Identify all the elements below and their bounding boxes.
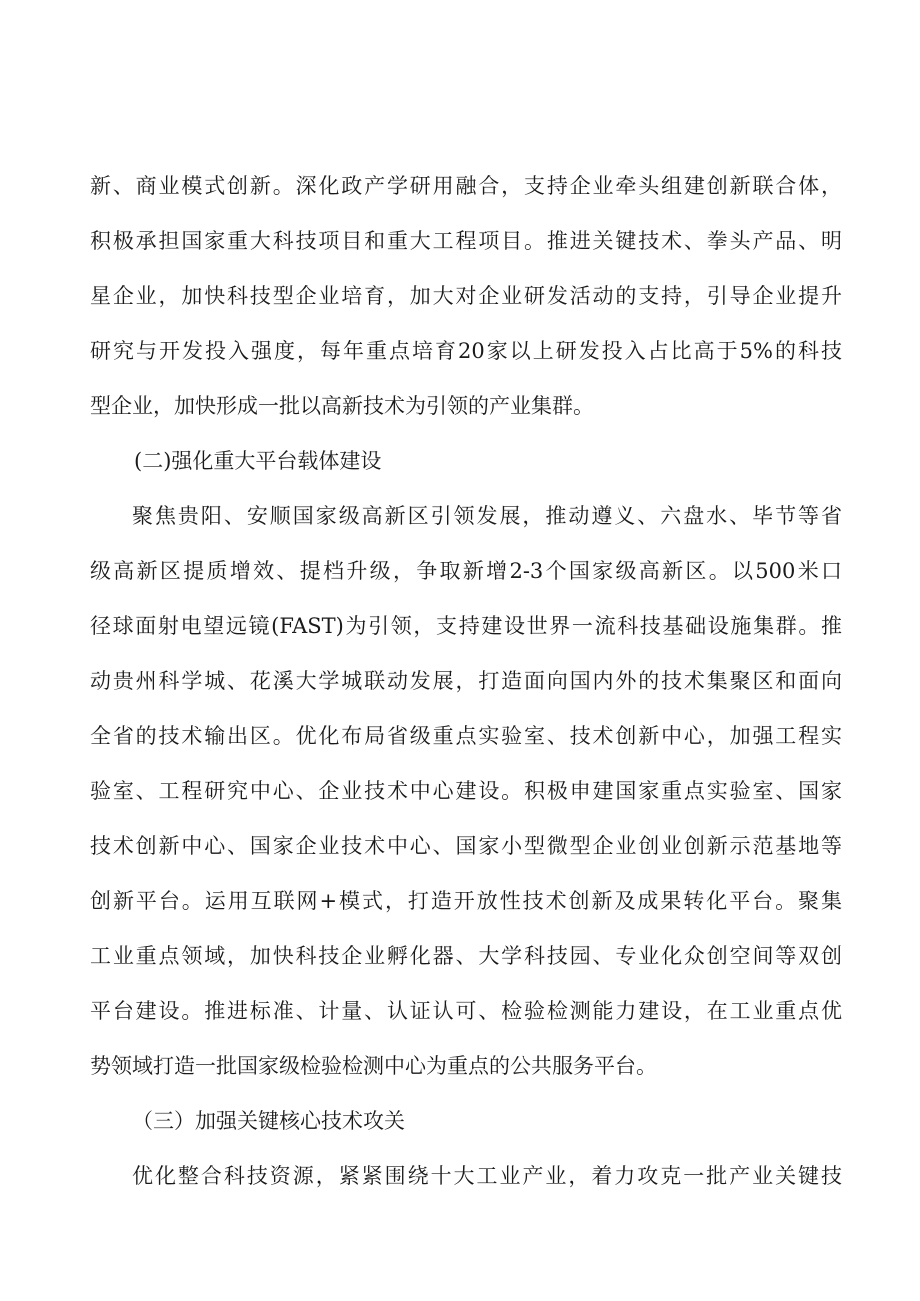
paragraph-line: 平台建设。推进标准、计量、认证认可、检验检测能力建设，在工业重点优	[90, 999, 842, 1023]
paragraph-line: 聚焦贵阳、安顺国家级高新区引领发展，推动遵义、六盘水、毕节等省	[132, 504, 842, 528]
paragraph-line: 工业重点领域，加快科技企业孵化器、大学科技园、专业化众创空间等双创	[90, 944, 842, 968]
paragraph-line: 优化整合科技资源，紧紧围绕十大工业产业，着力攻克一批产业关键技	[132, 1164, 842, 1188]
paragraph-line: 势领域打造一批国家级检验检测中心为重点的公共服务平台。	[90, 1054, 657, 1078]
paragraph-line: 动贵州科学城、花溪大学城联动发展，打造面向国内外的技术集聚区和面向	[90, 669, 842, 693]
paragraph-line: 验室、工程研究中心、企业技术中心建设。积极申建国家重点实验室、国家	[90, 779, 842, 803]
paragraph-line: 星企业，加快科技型企业培育，加大对企业研发活动的支持，引导企业提升	[90, 284, 842, 308]
paragraph-line: 技术创新中心、国家企业技术中心、国家小型微型企业创业创新示范基地等	[90, 834, 842, 858]
paragraph-line: 研究与开发投入强度，每年重点培育20家以上研发投入占比高于5%的科技	[90, 339, 842, 363]
section-heading-two: (二)强化重大平台载体建设	[134, 449, 382, 473]
paragraph-line: 积极承担国家重大科技项目和重大工程项目。推进关键技术、拳头产品、明	[90, 229, 842, 253]
section-heading-three: （三）加强关键核心技术攻关	[132, 1109, 405, 1133]
paragraph-line: 级高新区提质增效、提档升级，争取新增2-3个国家级高新区。以500米口	[90, 559, 842, 583]
paragraph-line: 全省的技术输出区。优化布局省级重点实验室、技术创新中心，加强工程实	[90, 724, 842, 748]
paragraph-line: 创新平台。运用互联网+模式，打造开放性技术创新及成果转化平台。聚集	[90, 889, 842, 913]
paragraph-line: 新、商业模式创新。深化政产学研用融合，支持企业牵头组建创新联合体，	[90, 174, 842, 198]
paragraph-line: 径球面射电望远镜(FAST)为引领，支持建设世界一流科技基础设施集群。推	[90, 614, 842, 638]
paragraph-line: 型企业，加快形成一批以高新技术为引领的产业集群。	[90, 394, 594, 418]
